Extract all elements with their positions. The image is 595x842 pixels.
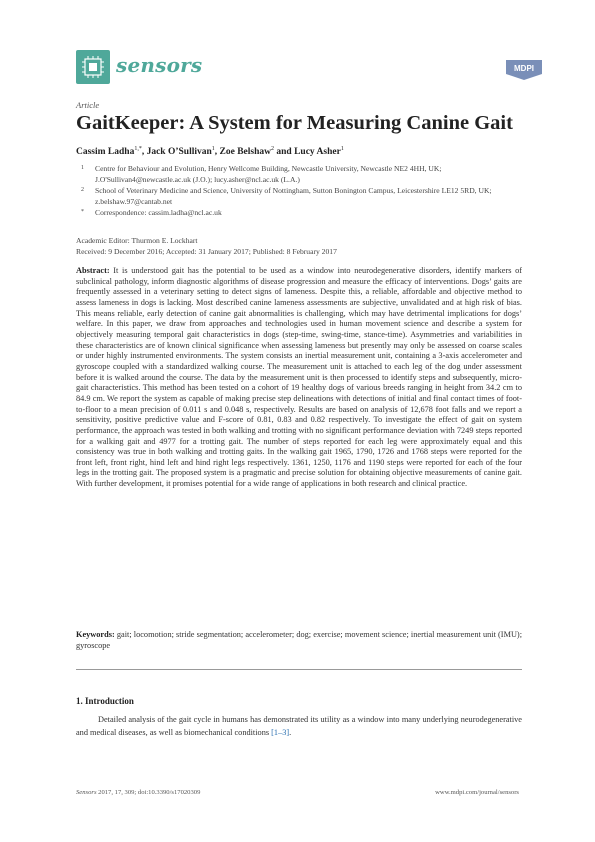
article-title: GaitKeeper: A System for Measuring Canine Gait — [76, 112, 513, 134]
abstract-text: It is understood gait has the potential to be used as a window into neurodegenerative disorders, identify markers of subclinical pathology, inform diagnostic algorithms of disease progression and measure the efficacy of interventions. Dogs’ gaits are frequently assessed in a veterinary setting to detect signs of lameness. Despite this, a reliable, affordable and objective method to assess lameness in dogs is lacking. Most described canine lameness assessments are subjective, unvalidated and at high risk of bias. This means reliable, early detection of canine gait abnormalities is challenging, which may have detrimental implications for dogs’ welfare. In this paper, we draw from approaches and technologies used in human movement science and describe a system for objectively measuring temporal gait characteristics in dogs (step-time, swing-time, stance-time). Asymmetries and variabilities in these characteristics are of known clinical significance when assessing lameness but presently may only be assessed on coarse scales or under highly instrumented environments. The system consists an inertial measurement unit, containing a 3-axis accelerometer and gyroscope coupled with a standardized walking course. The measurement unit is attached to each leg of the dog under assessment before it is walked around the course. The data by the measurement unit is then processed to identify steps and subsequently, micro-gait characteristics. This method has been tested on a cohort of 19 healthy dogs of various breeds ranging in height from 34.2 cm to 84.9 cm. We report the system as capable of making precise step delineations with detections of initial and final contact times of foot-to-floor to a mean precision of 0.011 s and 0.048 s, respectively. Results are based on analysis of 12,678 foot falls and we report a sensitivity, positive predictive value and F-score of 0.81, 0.83 and 0.82 respectively. To investigate the effect of gait on system performance, the approach was tested in both walking and trotting with no significant performance deviation with 7249 steps reported for a walking gait and 4977 for a trotting gait. The number of steps reported for each leg were approximately equal and this consistency was true in both walking and trotting gaits. In the walking gait 1965, 1790, 1726 and 1768 steps were reported for the front left, front right, hind left and hind right legs respectively. 1361, 1250, 1176 and 1190 steps were reported for each of the four legs in the trotting gait. The proposed system is a pragmatic and precise solution for obtaining objective measurements of canine gait. With further development, it promises potential for a wide range of applications in both research and clinical practice. — [76, 266, 523, 489]
abstract — [76, 266, 522, 490]
author-name: Cassim Ladha — [76, 147, 135, 158]
journal-header — [76, 44, 546, 88]
citation-link[interactable]: [1–3] — [271, 727, 290, 737]
footer-url[interactable]: www.mdpi.com/journal/sensors — [435, 789, 519, 796]
affiliation-text: School of Veterinary Medicine and Science, University of Nottingham, Sutton Bonington Campus, Leicestershire LE12 5RD, UK; z.belshaw.97@cantab.net — [95, 186, 492, 206]
academic-editor: Academic Editor: Thurmon E. Lockhart — [76, 236, 198, 245]
keywords-label: Keywords: — [76, 630, 115, 639]
abstract-label: Abstract: — [76, 266, 110, 275]
author-affil-mark: 1 — [340, 146, 344, 152]
keywords — [76, 630, 522, 651]
author-affil-mark: 2 — [271, 146, 275, 152]
author-affil-mark: 1,* — [134, 146, 142, 152]
section-heading: 1. Introduction — [76, 696, 134, 706]
article-type: Article — [76, 100, 100, 110]
author-name: Zoe Belshaw — [219, 147, 272, 158]
mdpi-logo — [502, 56, 546, 82]
affiliation-item — [76, 186, 526, 207]
section-divider — [76, 669, 522, 670]
keywords-text: gait; locomotion; stride segmentation; accelerometer; dog; exercise; movement science; inertial measurement unit (IMU); gyroscope — [76, 630, 523, 650]
footer-journal: Sensors — [76, 789, 97, 796]
author-name: Lucy Asher — [294, 147, 341, 158]
affiliation-number: * — [81, 209, 84, 216]
correspondence-text: Correspondence: cassim.ladha@ncl.ac.uk — [95, 208, 222, 218]
editorial-info — [76, 236, 536, 257]
author-list — [76, 146, 344, 157]
author-separator: and — [274, 147, 295, 158]
affiliation-number: 2 — [81, 187, 84, 194]
introduction-text: Detailed analysis of the gait cycle in humans has demonstrated its utility as a window into many underlying neurodegenerative and medical diseases, as well as biomechanical conditions — [76, 715, 522, 737]
author-affil-mark: 1 — [211, 146, 215, 152]
introduction-paragraph — [76, 714, 522, 740]
footer-citation — [76, 789, 200, 796]
author-name: Jack O’Sullivan — [146, 147, 212, 158]
affiliations — [76, 164, 526, 220]
journal-logo-icon — [76, 50, 110, 84]
sentence-end: . — [289, 727, 292, 737]
publication-dates: Received: 9 December 2016; Accepted: 31 January 2017; Published: 8 February 2017 — [76, 246, 337, 256]
journal-name: sensors — [116, 53, 203, 77]
author-separator: , — [214, 147, 220, 158]
affiliation-item — [76, 164, 526, 185]
author-separator: , — [141, 147, 147, 158]
mdpi-logo-text: MDPI — [514, 64, 534, 73]
correspondence-item — [76, 208, 526, 219]
footer-doi: 2017, 17, 309; doi:10.3390/s17020309 — [96, 789, 201, 796]
affiliation-text: Centre for Behaviour and Evolution, Henry Wellcome Building, Newcastle University, Newcastle NE2 4HH, UK; J.O'Sullivan4@newcastle.ac.uk (J.O.); lucy.asher@ncl.ac.uk (L.A.) — [95, 164, 442, 184]
affiliation-number: 1 — [81, 165, 84, 171]
